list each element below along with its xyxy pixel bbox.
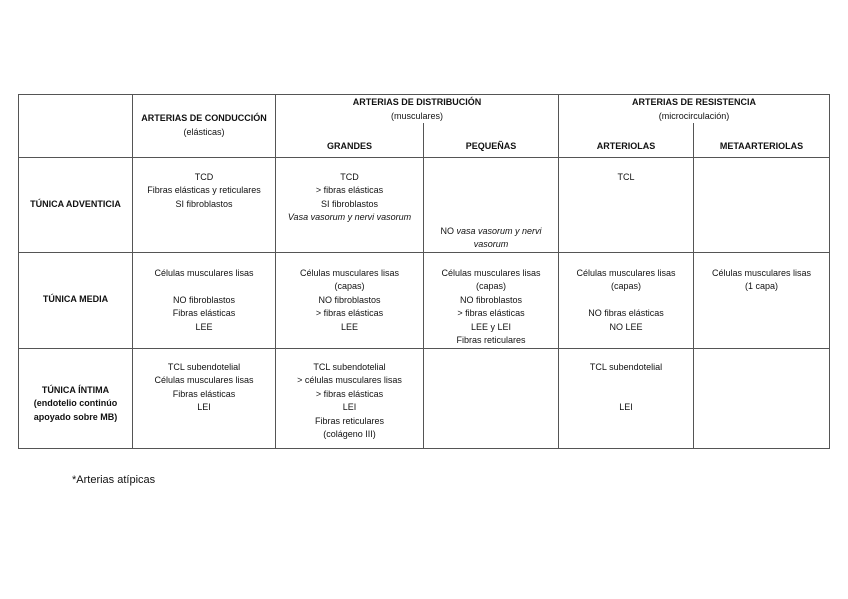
cell-line (562, 374, 690, 388)
cell-line: LEE (340, 321, 358, 332)
cell-line: TCL subendotelial (589, 361, 663, 372)
cell-media-arteriolas (559, 252, 694, 348)
header-arteriolas-label: ARTERIOLAS (596, 141, 656, 151)
cell-line (562, 294, 690, 308)
header-conduction-sub: (elásticas) (183, 126, 225, 137)
header-resistance (559, 95, 830, 124)
header-conduction (133, 95, 276, 158)
cell-line: > células musculares lisas (297, 375, 402, 385)
cell-intima-arteriolas (559, 348, 694, 448)
cell-intima-conduccion (133, 348, 276, 448)
cell-line: NO fibroblastos (318, 294, 381, 305)
cell-line: TCL subendotelial (313, 361, 386, 372)
cell-adventicia-conduccion (133, 157, 276, 252)
cell-line: TÚNICA MEDIA (42, 294, 109, 305)
cell-line: (capas) (611, 281, 642, 291)
header-distribution (276, 95, 559, 124)
arteries-table (18, 94, 830, 449)
cell-media-pequenas (424, 252, 559, 348)
cell-line: (capas) (476, 281, 507, 291)
cell-line: (capas) (334, 281, 365, 291)
cell-line: > fibras elásticas (457, 308, 525, 318)
row-adventicia (19, 157, 830, 252)
cell-line: Fibras reticulares (456, 335, 526, 345)
cell-adventicia-arteriolas (559, 157, 694, 252)
cell-line: SI fibroblastos (320, 198, 379, 209)
cell-line: LEI (197, 402, 211, 412)
header-metaarteriolas-label: METAARTERIOLAS (719, 141, 804, 151)
cell-adventicia-grandes (276, 157, 424, 252)
cell-intima-metaarteriolas (694, 348, 830, 448)
header-grandes (276, 123, 424, 157)
header-row-1 (19, 95, 830, 124)
cell-line: vasorum (473, 239, 509, 249)
cell-line: Células musculares lisas (576, 267, 676, 278)
corner-cell (19, 95, 133, 158)
cell-line: (endotelio continúo (33, 398, 118, 409)
header-metaarteriolas (694, 123, 830, 157)
cell-line: LEE y LEI (470, 321, 512, 332)
cell-line: TCD (340, 171, 359, 182)
row-media (19, 252, 830, 348)
footnote: *Arterias atípicas (72, 474, 156, 486)
cell-media-metaarteriolas (694, 252, 830, 348)
header-conduction-title: ARTERIAS DE CONDUCCIÓN (141, 113, 267, 124)
cell-line: (1 capa) (745, 281, 779, 291)
cell-line: Células musculares lisas (441, 267, 541, 278)
cell-line: TÚNICA ÍNTIMA (41, 384, 110, 395)
header-distribution-sub: (musculares) (391, 110, 444, 121)
cell-line: apoyado sobre MB) (33, 411, 118, 422)
header-pequenas-label: PEQUEÑAS (465, 141, 517, 151)
cell-line: Fibras elásticas (172, 308, 236, 318)
cell-line: NO LEE (609, 321, 643, 332)
cell-line: TÚNICA ADVENTICIA (30, 198, 121, 209)
header-resistance-title: ARTERIAS DE RESISTENCIA (632, 97, 757, 107)
cell-media-conduccion (133, 252, 276, 348)
cell-media-grandes (276, 252, 424, 348)
row-label-intima (19, 348, 133, 448)
cell-line: LEI (342, 402, 357, 412)
cell-line: TCD (194, 171, 214, 182)
cell-line: Fibras reticulares (314, 415, 385, 426)
cell-line: > fibras elásticas (315, 308, 384, 318)
cell-line: NO fibroblastos (459, 294, 523, 305)
cell-line (136, 280, 272, 294)
cell-line: LEI (619, 402, 633, 412)
cell-line: TCL subendotelial (167, 361, 241, 372)
header-grandes-label: GRANDES (326, 141, 372, 151)
cell-line: Vasa vasorum y nervi vasorum (287, 212, 412, 222)
cell-line: Células musculares lisas (154, 267, 254, 278)
cell-line (562, 388, 690, 402)
cell-line: LEE (195, 321, 213, 332)
cell-line: Células musculares lisas (154, 375, 254, 385)
cell-line: Células musculares lisas (299, 267, 400, 278)
cell-line: NO fibroblastos (172, 294, 236, 305)
cell-line: > fibras elásticas (315, 185, 384, 195)
header-arteriolas (559, 123, 694, 157)
row-intima (19, 348, 830, 448)
cell-intima-pequenas (424, 348, 559, 448)
cell-intima-grandes (276, 348, 424, 448)
cell-line: Fibras elásticas y reticulares (147, 185, 261, 195)
header-distribution-title: ARTERIAS DE DISTRIBUCIÓN (352, 97, 482, 107)
cell-line: NO fibras elásticas (588, 308, 664, 318)
cell-line: SI fibroblastos (175, 198, 233, 209)
row-label-media (19, 252, 133, 348)
cell-line: Células musculares lisas (712, 267, 812, 278)
cell-line: Fibras elásticas (172, 388, 236, 399)
cell-adventicia-metaarteriolas (694, 157, 830, 252)
cell-adventicia-pequenas (424, 157, 559, 252)
cell-line: TCL (617, 171, 635, 182)
header-resistance-sub: (microcirculación) (658, 110, 730, 121)
cell-line: (colágeno III) (323, 429, 376, 439)
header-pequenas (424, 123, 559, 157)
cell-line: NO vasa vasorum y nervi (440, 225, 542, 236)
row-label-adventicia (19, 157, 133, 252)
cell-line: > fibras elásticas (315, 388, 384, 399)
